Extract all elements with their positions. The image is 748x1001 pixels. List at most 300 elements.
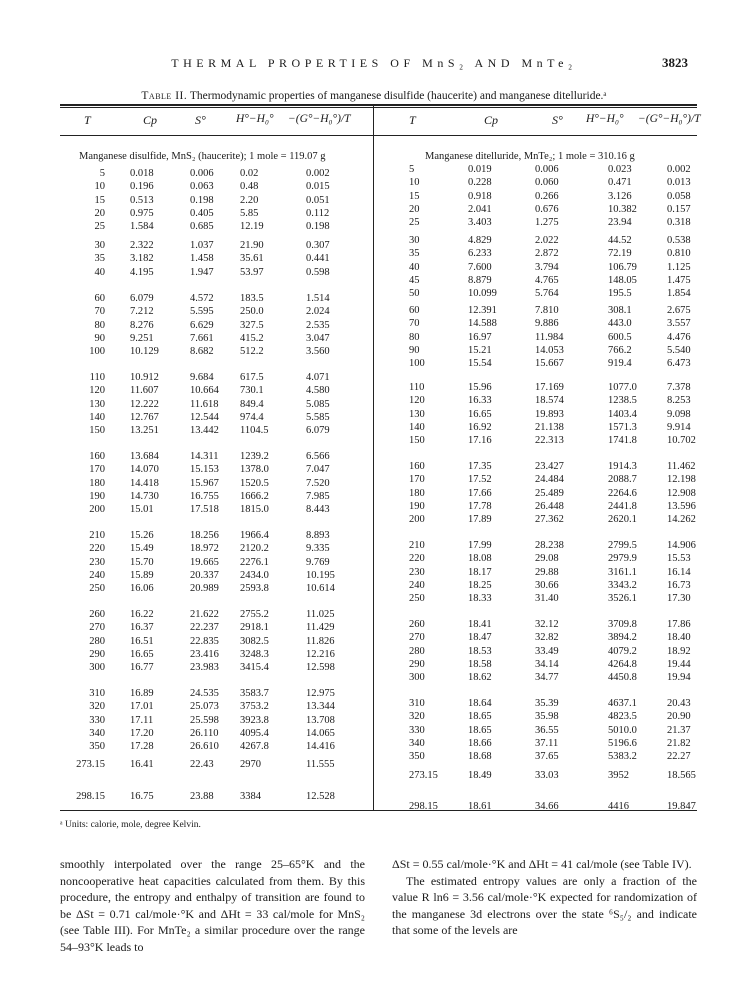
right-t-cell: 330 (409, 724, 425, 736)
right-t-cell: 160 (409, 461, 425, 472)
left-g-cell: 14.065 (306, 727, 335, 739)
running-head (0, 56, 748, 76)
right-g-cell: 19.94 (667, 672, 691, 684)
left-h-cell: 183.5 (240, 293, 264, 304)
body-paragraph-right-2: The estimated entropy values are only a fraction of the value R ln6 = 3.56 cal/mole·°K expected for randomization of the manganese 3d electrons over the state ⁶S₅/₂ and indicate that some of the levels are (392, 873, 697, 937)
right-t-cell: 150 (409, 435, 425, 447)
right-h-cell: 2979.9 (608, 553, 637, 565)
left-s-cell: 10.664 (190, 385, 219, 397)
right-t-cell: 50 (409, 288, 420, 300)
right-g-cell: 0.058 (667, 190, 691, 202)
right-g-cell: 21.82 (667, 737, 691, 749)
right-h-cell: 4823.5 (608, 711, 637, 723)
right-h-cell: 3526.1 (608, 593, 637, 605)
left-s-cell: 26.610 (190, 741, 219, 753)
left-t-cell: 280 (89, 635, 105, 647)
left-h-cell: 1966.4 (240, 530, 269, 541)
right-h-cell: 4264.8 (608, 658, 637, 670)
right-g-cell: 1.854 (667, 288, 691, 300)
left-h-cell: 1520.5 (240, 477, 269, 489)
left-g-cell: 4.580 (306, 385, 330, 397)
header-G-left: −(G°−H₀°)/T (288, 113, 351, 125)
right-cp-cell: 14.588 (468, 318, 497, 330)
right-h-cell: 4416 (608, 801, 629, 812)
right-t-cell: 180 (409, 487, 425, 499)
left-t-cell: 60 (94, 293, 105, 304)
left-s-cell: 16.755 (190, 490, 219, 502)
left-cp-cell: 15.89 (130, 569, 154, 581)
left-g-cell: 7.985 (306, 490, 330, 502)
left-g-cell: 10.614 (306, 583, 335, 595)
left-cp-cell: 16.41 (130, 759, 154, 770)
right-g-cell: 19.44 (667, 658, 691, 670)
right-cp-cell: 18.08 (468, 553, 492, 565)
right-h-cell: 600.5 (608, 331, 632, 343)
right-s-cell: 3.794 (535, 261, 559, 273)
left-cp-cell: 16.65 (130, 648, 154, 660)
left-t-cell: 80 (94, 319, 105, 331)
right-s-cell: 37.11 (535, 737, 559, 749)
right-t-cell: 100 (409, 358, 425, 370)
right-s-cell: 9.886 (535, 318, 559, 330)
right-g-cell: 15.53 (667, 553, 691, 565)
left-t-cell: 150 (89, 425, 105, 437)
right-cp-cell: 18.58 (468, 658, 492, 670)
left-cp-cell: 7.212 (130, 306, 154, 318)
left-t-cell: 250 (89, 583, 105, 595)
right-g-cell: 14.262 (667, 514, 696, 526)
table-top-rule (60, 104, 697, 106)
left-g-cell: 6.079 (306, 425, 330, 437)
left-t-cell: 120 (89, 385, 105, 397)
right-h-cell: 195.5 (608, 288, 632, 300)
header-T-left: T (84, 113, 91, 127)
right-h-cell: 443.0 (608, 318, 632, 330)
left-cp-cell: 14.730 (130, 490, 159, 502)
right-t-cell: 10 (409, 177, 420, 189)
left-g-cell: 6.566 (306, 451, 330, 462)
left-s-cell: 20.989 (190, 583, 219, 595)
right-g-cell: 19.847 (667, 801, 696, 812)
left-g-cell: 0.002 (306, 168, 330, 179)
right-cp-cell: 18.53 (468, 645, 492, 657)
left-cp-cell: 15.70 (130, 556, 154, 568)
right-h-cell: 148.05 (608, 274, 637, 286)
right-s-cell: 7.810 (535, 305, 559, 316)
right-s-cell: 14.053 (535, 344, 564, 356)
left-s-cell: 25.073 (190, 701, 219, 713)
right-cp-cell: 3.403 (468, 217, 492, 229)
right-g-cell: 5.540 (667, 344, 691, 356)
left-h-cell: 2120.2 (240, 543, 269, 555)
left-cp-cell: 16.22 (130, 609, 154, 620)
left-t-cell: 15 (94, 194, 105, 206)
right-cp-cell: 18.33 (468, 593, 492, 605)
right-h-cell: 2799.5 (608, 540, 637, 551)
left-h-cell: 2276.1 (240, 556, 269, 568)
left-cp-cell: 15.49 (130, 543, 154, 555)
left-h-cell: 21.90 (240, 240, 264, 251)
left-s-cell: 22.835 (190, 635, 219, 647)
left-h-cell: 415.2 (240, 332, 264, 344)
left-g-cell: 0.112 (306, 207, 330, 219)
left-t-cell: 140 (89, 411, 105, 423)
left-t-cell: 290 (89, 648, 105, 660)
right-s-cell: 36.55 (535, 724, 559, 736)
right-t-cell: 280 (409, 645, 425, 657)
header-S-left: S° (195, 113, 206, 127)
left-h-cell: 5.85 (240, 207, 259, 219)
right-g-cell: 7.378 (667, 382, 691, 393)
left-t-cell: 5 (99, 168, 105, 179)
left-t-cell: 170 (89, 464, 105, 476)
left-t-cell: 160 (89, 451, 105, 462)
left-t-cell: 100 (89, 346, 105, 358)
left-t-cell: 35 (94, 253, 105, 265)
left-h-cell: 53.97 (240, 266, 264, 278)
right-h-cell: 3.126 (608, 190, 632, 202)
left-g-cell: 11.025 (306, 609, 335, 620)
right-s-cell: 32.12 (535, 619, 559, 630)
right-h-cell: 44.52 (608, 235, 632, 246)
right-g-cell: 13.596 (667, 500, 696, 512)
right-t-cell: 310 (409, 698, 425, 709)
right-t-cell: 290 (409, 658, 425, 670)
right-h-cell: 3161.1 (608, 566, 637, 578)
right-cp-cell: 15.21 (468, 344, 492, 356)
left-g-cell: 8.443 (306, 504, 330, 516)
left-cp-cell: 10.129 (130, 346, 159, 358)
left-g-cell: 11.429 (306, 622, 335, 634)
left-g-cell: 3.047 (306, 332, 330, 344)
right-t-cell: 70 (409, 318, 420, 330)
right-g-cell: 2.675 (667, 305, 691, 316)
left-g-cell: 13.708 (306, 714, 335, 726)
left-h-cell: 12.19 (240, 221, 264, 233)
left-g-cell: 10.195 (306, 569, 335, 581)
left-cp-cell: 17.28 (130, 741, 154, 753)
left-t-cell: 30 (94, 240, 105, 251)
left-g-cell: 11.826 (306, 635, 335, 647)
left-g-cell: 0.307 (306, 240, 330, 251)
right-h-cell: 3709.8 (608, 619, 637, 630)
right-cp-cell: 18.68 (468, 751, 492, 763)
right-h-cell: 5196.6 (608, 737, 637, 749)
left-t-cell: 273.15 (76, 759, 105, 770)
right-t-cell: 260 (409, 619, 425, 630)
right-g-cell: 6.473 (667, 358, 691, 370)
right-cp-cell: 17.35 (468, 461, 492, 472)
left-t-cell: 330 (89, 714, 105, 726)
right-g-cell: 18.40 (667, 632, 691, 644)
left-g-cell: 0.051 (306, 194, 330, 206)
left-h-cell: 3753.2 (240, 701, 269, 713)
right-cp-cell: 15.54 (468, 358, 492, 370)
right-cp-cell: 0.228 (468, 177, 492, 189)
right-t-cell: 270 (409, 632, 425, 644)
left-s-cell: 11.618 (190, 398, 219, 410)
right-g-cell: 17.86 (667, 619, 691, 630)
left-cp-cell: 17.11 (130, 714, 154, 726)
right-s-cell: 22.313 (535, 435, 564, 447)
right-cp-cell: 15.96 (468, 382, 492, 393)
right-g-cell: 14.906 (667, 540, 696, 551)
right-s-cell: 29.88 (535, 566, 559, 578)
left-h-cell: 4095.4 (240, 727, 269, 739)
right-t-cell: 250 (409, 593, 425, 605)
left-g-cell: 9.335 (306, 543, 330, 555)
right-s-cell: 29.08 (535, 553, 559, 565)
right-t-cell: 20 (409, 203, 420, 215)
left-cp-cell: 15.01 (130, 504, 154, 516)
right-cp-cell: 17.89 (468, 514, 492, 526)
left-g-cell: 2.535 (306, 319, 330, 331)
left-g-cell: 9.769 (306, 556, 330, 568)
left-s-cell: 14.311 (190, 451, 219, 462)
left-s-cell: 24.535 (190, 688, 219, 699)
left-cp-cell: 8.276 (130, 319, 154, 331)
right-s-cell: 5.764 (535, 288, 559, 300)
right-s-cell: 37.65 (535, 751, 559, 763)
right-s-cell: 21.138 (535, 421, 564, 433)
left-h-cell: 2593.8 (240, 583, 269, 595)
right-g-cell: 0.157 (667, 203, 691, 215)
right-s-cell: 33.03 (535, 770, 559, 781)
right-g-cell: 1.125 (667, 261, 691, 273)
right-g-cell: 0.013 (667, 177, 691, 189)
right-h-cell: 1914.3 (608, 461, 637, 472)
right-h-cell: 308.1 (608, 305, 632, 316)
right-g-cell: 12.908 (667, 487, 696, 499)
left-g-cell: 0.198 (306, 221, 330, 233)
right-s-cell: 1.275 (535, 217, 559, 229)
right-t-cell: 220 (409, 553, 425, 565)
right-cp-cell: 10.099 (468, 288, 497, 300)
right-h-cell: 4079.2 (608, 645, 637, 657)
left-s-cell: 0.685 (190, 221, 214, 233)
left-s-cell: 18.256 (190, 530, 219, 541)
left-cp-cell: 4.195 (130, 266, 154, 278)
right-g-cell: 12.198 (667, 474, 696, 486)
left-s-cell: 0.006 (190, 168, 214, 179)
left-t-cell: 90 (94, 332, 105, 344)
left-s-cell: 23.416 (190, 648, 219, 660)
right-h-cell: 766.2 (608, 344, 632, 356)
left-cp-cell: 0.196 (130, 181, 154, 193)
left-s-cell: 25.598 (190, 714, 219, 726)
right-s-cell: 2.872 (535, 248, 559, 260)
table-top-rule-2 (60, 107, 697, 108)
left-g-cell: 12.598 (306, 662, 335, 674)
left-h-cell: 1239.2 (240, 451, 269, 462)
right-g-cell: 18.565 (667, 770, 696, 781)
right-s-cell: 25.489 (535, 487, 564, 499)
left-s-cell: 26.110 (190, 727, 219, 739)
left-t-cell: 20 (94, 207, 105, 219)
right-g-cell: 16.73 (667, 579, 691, 591)
right-t-cell: 200 (409, 514, 425, 526)
right-g-cell: 0.002 (667, 164, 691, 175)
left-g-cell: 4.071 (306, 372, 330, 383)
left-g-cell: 2.024 (306, 306, 330, 318)
right-t-cell: 170 (409, 474, 425, 486)
right-s-cell: 0.676 (535, 203, 559, 215)
left-h-cell: 4267.8 (240, 741, 269, 753)
left-s-cell: 21.622 (190, 609, 219, 620)
right-cp-cell: 17.78 (468, 500, 492, 512)
left-h-cell: 1378.0 (240, 464, 269, 476)
table-caption (0, 90, 748, 102)
right-h-cell: 4450.8 (608, 672, 637, 684)
left-h-cell: 974.4 (240, 411, 264, 423)
right-t-cell: 60 (409, 305, 420, 316)
header-H-left: H°−H₀° (236, 113, 274, 125)
right-t-cell: 320 (409, 711, 425, 723)
body-paragraph-left: smoothly interpolated over the range 25–65°K and the noncooperative heat capacities calculated from them. By this procedure, the entropy and enthalpy of transition are found to be ΔSt = 0.71 cal/mole·°K and ΔHt = 33 cal/mole for MnS₂ (see Table III). For MnTe₂ a similar procedure over the range 54–93°K leads to (60, 857, 365, 954)
right-g-cell: 4.476 (667, 331, 691, 343)
right-s-cell: 11.984 (535, 331, 564, 343)
right-h-cell: 919.4 (608, 358, 632, 370)
right-t-cell: 120 (409, 395, 425, 407)
left-s-cell: 0.405 (190, 207, 214, 219)
right-h-cell: 3343.2 (608, 579, 637, 591)
right-h-cell: 23.94 (608, 217, 632, 229)
left-cp-cell: 12.767 (130, 411, 159, 423)
right-s-cell: 34.77 (535, 672, 559, 684)
right-h-cell: 106.79 (608, 261, 637, 273)
right-cp-cell: 16.65 (468, 408, 492, 420)
left-cp-cell: 0.018 (130, 168, 154, 179)
left-t-cell: 180 (89, 477, 105, 489)
left-s-cell: 1.458 (190, 253, 214, 265)
right-cp-cell: 18.25 (468, 579, 492, 591)
left-s-cell: 17.518 (190, 504, 219, 516)
left-t-cell: 240 (89, 569, 105, 581)
right-s-cell: 26.448 (535, 500, 564, 512)
left-cp-cell: 9.251 (130, 332, 154, 344)
left-s-cell: 9.684 (190, 372, 214, 383)
right-h-cell: 1571.3 (608, 421, 637, 433)
left-h-cell: 1666.2 (240, 490, 269, 502)
right-g-cell: 20.90 (667, 711, 691, 723)
left-g-cell: 12.216 (306, 648, 335, 660)
right-cp-cell: 18.66 (468, 737, 492, 749)
right-h-cell: 3894.2 (608, 632, 637, 644)
right-s-cell: 24.484 (535, 474, 564, 486)
left-cp-cell: 14.418 (130, 477, 159, 489)
right-g-cell: 0.810 (667, 248, 691, 260)
right-t-cell: 350 (409, 751, 425, 763)
left-h-cell: 2970 (240, 759, 261, 770)
left-cp-cell: 14.070 (130, 464, 159, 476)
left-t-cell: 10 (94, 181, 105, 193)
right-h-cell: 0.023 (608, 164, 632, 175)
left-cp-cell: 17.01 (130, 701, 154, 713)
left-t-cell: 220 (89, 543, 105, 555)
body-left-column (60, 856, 365, 955)
right-cp-cell: 12.391 (468, 305, 497, 316)
right-t-cell: 230 (409, 566, 425, 578)
left-s-cell: 12.544 (190, 411, 219, 423)
left-h-cell: 3583.7 (240, 688, 269, 699)
left-h-cell: 3248.3 (240, 648, 269, 660)
right-cp-cell: 6.233 (468, 248, 492, 260)
right-s-cell: 17.169 (535, 382, 564, 393)
right-s-cell: 0.006 (535, 164, 559, 175)
right-s-cell: 15.667 (535, 358, 564, 370)
right-s-cell: 32.82 (535, 632, 559, 644)
right-t-cell: 273.15 (409, 770, 438, 781)
left-cp-cell: 1.584 (130, 221, 154, 233)
left-cp-cell: 17.20 (130, 727, 154, 739)
page-number: 3823 (662, 55, 688, 70)
left-g-cell: 5.585 (306, 411, 330, 423)
right-g-cell: 20.43 (667, 698, 691, 709)
left-s-cell: 1.947 (190, 266, 214, 278)
right-cp-cell: 17.99 (468, 540, 492, 551)
right-s-cell: 33.49 (535, 645, 559, 657)
left-h-cell: 0.48 (240, 181, 259, 193)
left-s-cell: 20.337 (190, 569, 219, 581)
left-cp-cell: 16.77 (130, 662, 154, 674)
right-g-cell: 16.14 (667, 566, 691, 578)
right-s-cell: 4.765 (535, 274, 559, 286)
right-h-cell: 5383.2 (608, 751, 637, 763)
left-g-cell: 5.085 (306, 398, 330, 410)
left-g-cell: 7.520 (306, 477, 330, 489)
header-S-right: S° (552, 113, 563, 127)
right-t-cell: 80 (409, 331, 420, 343)
left-h-cell: 3082.5 (240, 635, 269, 647)
right-s-cell: 27.362 (535, 514, 564, 526)
right-g-cell: 9.098 (667, 408, 691, 420)
right-t-cell: 298.15 (409, 801, 438, 812)
left-s-cell: 4.572 (190, 293, 214, 304)
right-s-cell: 19.893 (535, 408, 564, 420)
right-cp-cell: 18.64 (468, 698, 492, 709)
left-cp-cell: 6.079 (130, 293, 154, 304)
left-h-cell: 1104.5 (240, 425, 269, 437)
right-t-cell: 130 (409, 408, 425, 420)
left-h-cell: 250.0 (240, 306, 264, 318)
header-T-right: T (409, 113, 416, 127)
left-g-cell: 13.344 (306, 701, 335, 713)
left-g-cell: 14.416 (306, 741, 335, 753)
left-g-cell: 0.598 (306, 266, 330, 278)
right-cp-cell: 17.16 (468, 435, 492, 447)
right-s-cell: 0.060 (535, 177, 559, 189)
header-H-right: H°−H₀° (586, 113, 624, 125)
right-t-cell: 140 (409, 421, 425, 433)
left-g-cell: 0.441 (306, 253, 330, 265)
right-g-cell: 1.475 (667, 274, 691, 286)
right-s-cell: 35.39 (535, 698, 559, 709)
right-h-cell: 1238.5 (608, 395, 637, 407)
left-s-cell: 18.972 (190, 543, 219, 555)
running-title: THERMAL PROPERTIES OF MnS₂ AND MnTe₂ (171, 56, 577, 70)
left-t-cell: 190 (89, 490, 105, 502)
left-s-cell: 6.629 (190, 319, 214, 331)
left-cp-cell: 12.222 (130, 398, 159, 410)
right-cp-cell: 0.918 (468, 190, 492, 202)
header-Cp-left: Cp (143, 113, 158, 127)
left-s-cell: 0.063 (190, 181, 214, 193)
left-t-cell: 270 (89, 622, 105, 634)
left-g-cell: 0.015 (306, 181, 330, 193)
right-s-cell: 0.266 (535, 190, 559, 202)
right-h-cell: 2264.6 (608, 487, 637, 499)
left-s-cell: 15.967 (190, 477, 219, 489)
